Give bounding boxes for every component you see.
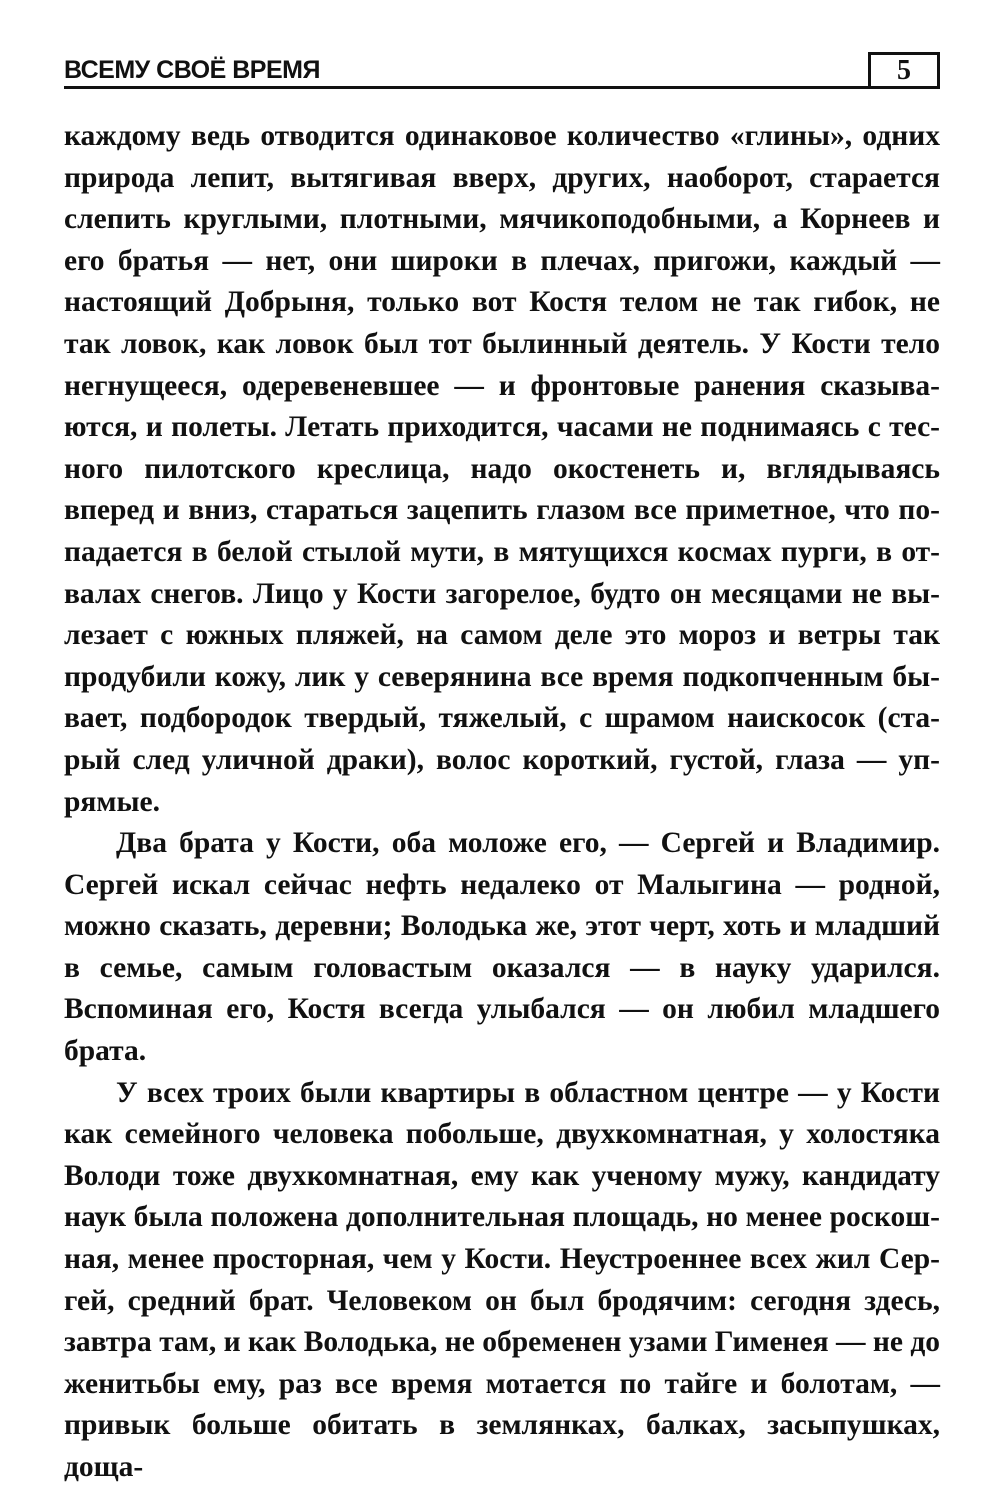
- page-number: 5: [868, 52, 940, 86]
- paragraph-continued: каждому ведь отводится одинаковое количество «глины», одних природа лепит, вытягивая вверх, других, наоборот, старается слепить круглыми, плотными, мячикоподобными, а Корнеев и его братья — нет, они широки в плечах, пригожи, каждый — настоящий Добрыня, только вот Костя телом не так гибок, не так ловок, как ловок был тот былинный деятель. У Кости тело негнущееся, одеревеневшее — и фронтовые ранения сказываются, и полеты. Летать приходится, часами не поднимаясь с тесного пилотского креслица, надо окостенеть и, вглядываясь вперед и вниз, стараться зацепить глазом все приметное, что попадается в белой стылой мути, в мятущихся космах пурги, в отвалах снегов. Лицо у Кости загорелое, будто он месяцами не вылезает с южных пляжей, на самом деле это мороз и ветры так продубили кожу, лик у северянина все время подкопченным бывает, подбородок твердый, тяжелый, с шрамом наискосок (старый след уличной драки), волос короткий, густой, глаза — упрямые.: [64, 120, 940, 818]
- running-title: ВСЕМУ СВОЁ ВРЕМЯ: [64, 56, 320, 84]
- body-text: [64, 116, 940, 1489]
- running-header: [64, 52, 940, 96]
- paragraph-brothers: Два брата у Кости, оба моложе его, — Сергей и Владимир. Сергей искал сейчас нефть недалеко от Малыгина — родной, можно сказать, деревни; Володька же, этот черт, хоть и младший в семье, самым головастым оказался — в науку ударился. Вспоминая его, Костя всегда улыбался — он любил младшего брата.: [64, 827, 940, 1068]
- header-rule: [64, 86, 940, 89]
- paragraph-apartments: У всех троих были квартиры в областном центре — у Кости как семейного человека побольше, двухкомнатная, у холостяка Володи тоже двухкомнатная, ему как ученому мужу, кандидату наук была положена дополнительная площадь, но менее роскошная, менее просторная, чем у Кости. Неустроеннее всех жил Сергей, средний брат. Человеком он был бродячим: сегодня здесь, завтра там, и как Володька, не обременен узами Гименея — не до женитьбы ему, раз все время мотается по тайге и болотам, — привык больше обитать в землянках, балках, засыпушках, доща-: [64, 1076, 940, 1483]
